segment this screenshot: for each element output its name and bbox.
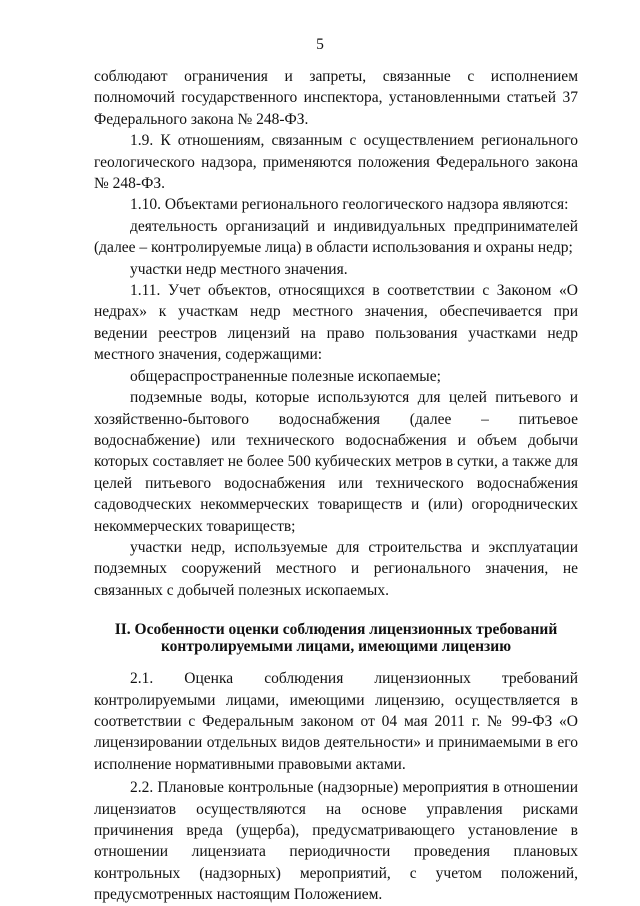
paragraph-1-9: 1.9. К отношениям, связанным с осуществлением регионального геологического надзора, применяются положения Федерального закона № 248-ФЗ.	[94, 132, 578, 193]
paragraph-2-2: 2.2. Плановые контрольные (надзорные) мероприятия в отношении лицензиатов осуществляются на основе управления рисками причинения вреда (ущерба), предусматривающего установление в отношении лицензиата периодичности проведения плановых контрольных (надзорных) мероприятий, с учетом положений, предусмотренных настоящим Положением.	[94, 779, 578, 904]
document-body	[94, 66, 578, 906]
paragraph-local-plots: участки недр местного значения.	[130, 260, 348, 278]
paragraph-underground-structures: участки недр, используемые для строительства и эксплуатации подземных сооружений местного и регионального значения, не связанных с добычей полезных ископаемых.	[94, 538, 578, 599]
paragraph-activities: деятельность организаций и индивидуальных предпринимателей (далее – контролируемые лица) в области использования и охраны недр;	[94, 217, 578, 257]
paragraph-1-10: 1.10. Объектами регионального геологического надзора являются:	[130, 196, 569, 214]
paragraph-groundwater: подземные воды, которые используются для целей питьевого и хозяйственно-бытового водоснабжения (далее – питьевое водоснабжение) или технического водоснабжения и объем добычи которых составляет не более 500 кубических метров в сутки, а также для целей питьевого водоснабжения или технического водоснабжения садоводческих некоммерческих товариществ и (или) огороднических некоммерческих товариществ;	[94, 389, 578, 535]
paragraph-1-11: 1.11. Учет объектов, относящихся в соответствии с Законом «О недрах» к участкам недр местного значения, обеспечивается при ведении реестров лицензий на право пользования участками недр местного значения, содержащими:	[94, 282, 578, 364]
page-number: 5	[316, 36, 324, 53]
section-heading: II. Особенности оценки соблюдения лицензионных требований контролируемыми лицами, имеющими лицензию	[114, 621, 558, 656]
paragraph-2-1: 2.1. Оценка соблюдения лицензионных требований контролируемыми лицами, имеющими лицензию, осуществляется в соответствии с Федеральным законом от 04 мая 2011 г. № 99-ФЗ «О лицензировании отдельных видов деятельности» и принимаемыми в его исполнение нормативными правовыми актами.	[94, 670, 578, 773]
paragraph-continuation: соблюдают ограничения и запреты, связанные с исполнением полномочий государственного инспектора, установленными статьей 37 Федерального закона № 248-ФЗ.	[94, 68, 578, 128]
paragraph-minerals: общераспространенные полезные ископаемые;	[130, 367, 441, 385]
